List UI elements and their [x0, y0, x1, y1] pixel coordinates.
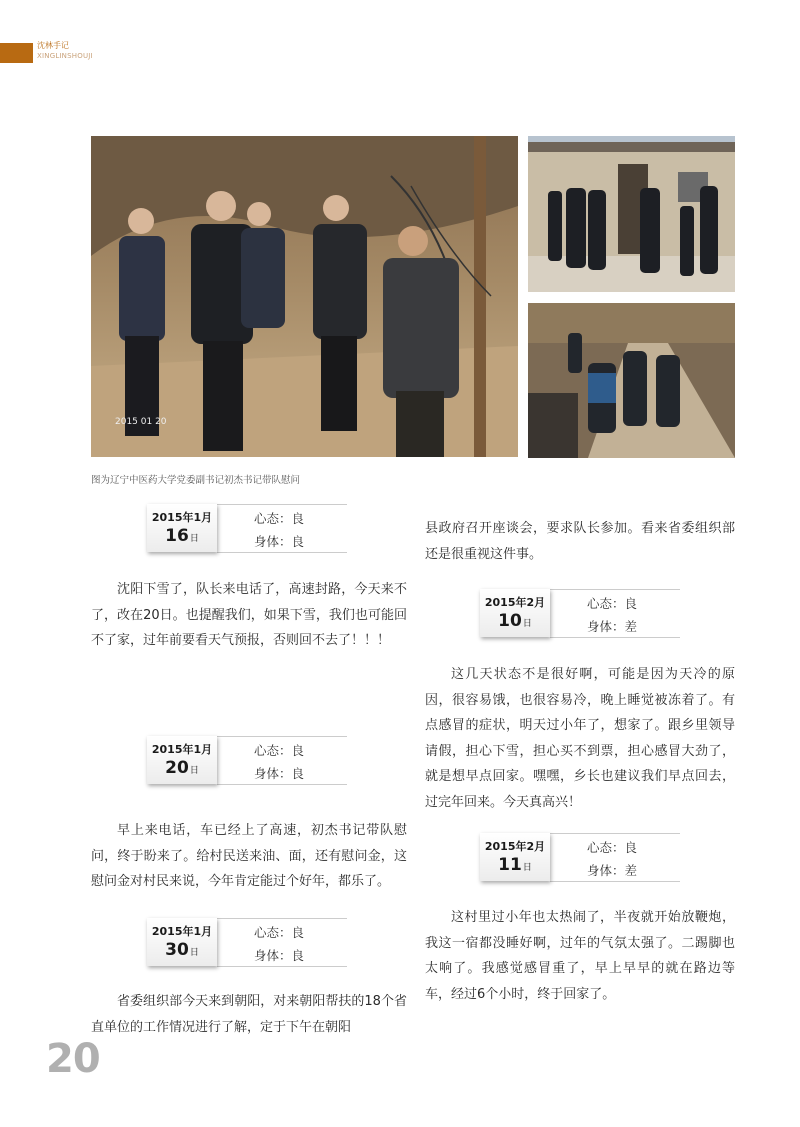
diary-date-header	[147, 504, 347, 556]
mood-status: 心态：良	[254, 511, 305, 526]
date-box	[480, 589, 550, 637]
diary-text: 沈阳下雪了，队长来电话了，高速封路，今天来不了，改在20日。也提醒我们，如果下雪，我们也可能回不了家，过年前要看天气预报，否则回不去了！！！	[91, 582, 407, 648]
date-day: 20日	[165, 758, 199, 778]
header-subtitle: XINGLINSHOUJI	[37, 52, 93, 60]
mood-status: 心态：良	[587, 596, 638, 611]
date-day: 10日	[498, 611, 532, 631]
date-day: 16日	[165, 526, 199, 546]
diary-date-header	[480, 833, 680, 885]
divider	[550, 833, 680, 834]
body-status: 身体：良	[254, 534, 305, 549]
divider	[217, 736, 347, 737]
diary-text: 省委组织部今天来到朝阳，对来朝阳帮扶的18个省直单位的工作情况进行了解，定于下午在朝阳	[91, 994, 407, 1035]
divider	[217, 918, 347, 919]
diary-date-header	[147, 736, 347, 788]
mood-status: 心态：良	[254, 925, 305, 940]
divider	[217, 784, 347, 785]
diary-text: 这村里过小年也太热闹了，半夜就开始放鞭炮，我这一宿都没睡好啊，过年的气氛太强了。二踢脚也太响了。我感觉感冒重了，早上早早的就在路边等车，经过6个小时，终于回家了。	[425, 910, 735, 1002]
page-number: 20	[46, 1036, 100, 1082]
date-year-month: 2015年1月	[151, 925, 213, 938]
header-title: 沈林手记	[37, 41, 69, 50]
mood-status: 心态：良	[254, 743, 305, 758]
divider	[550, 637, 680, 638]
date-year-month: 2015年1月	[151, 743, 213, 756]
diary-date-header	[480, 589, 680, 641]
divider	[550, 589, 680, 590]
divider	[217, 552, 347, 553]
divider	[217, 504, 347, 505]
date-day: 11日	[498, 855, 532, 875]
date-box	[480, 833, 550, 881]
body-status: 身体：差	[587, 619, 638, 634]
diary-date-header	[147, 918, 347, 970]
date-box	[147, 918, 217, 966]
road-photo	[528, 303, 735, 458]
header-accent-bar	[0, 43, 33, 63]
diary-text-continued: 县政府召开座谈会，要求队长参加。看来省委组织部还是很重视这件事。	[425, 521, 735, 562]
body-status: 身体：良	[254, 948, 305, 963]
body-status: 身体：良	[254, 766, 305, 781]
body-status: 身体：差	[587, 863, 638, 878]
mood-status: 心态：良	[587, 840, 638, 855]
date-year-month: 2015年2月	[484, 840, 546, 853]
date-day: 30日	[165, 940, 199, 960]
diary-text: 这几天状态不是很好啊，可能是因为天冷的原因，很容易饿，也很容易冷，晚上睡觉被冻着了。有点感冒的症状，明天过小年了，想家了。跟乡里领导请假，担心下雪，担心买不到票，担心感冒大劲了，就是想早点回家。嘿嘿，乡长也建议我们早点回去，过完年回来。今天真高兴！	[425, 667, 735, 810]
main-photo	[91, 136, 518, 457]
divider	[550, 881, 680, 882]
house-photo	[528, 136, 735, 292]
divider	[217, 966, 347, 967]
date-year-month: 2015年2月	[484, 596, 546, 609]
date-box	[147, 504, 217, 552]
diary-text: 早上来电话，车已经上了高速，初杰书记带队慰问，终于盼来了。给村民送来油、面，还有慰问金，这慰问金对村民来说，今年肯定能过个好年，都乐了。	[91, 823, 407, 889]
date-box	[147, 736, 217, 784]
photo-caption: 图为辽宁中医药大学党委副书记初杰书记带队慰问	[91, 475, 301, 486]
photo-date-stamp: 2015 01 20	[115, 417, 167, 427]
date-year-month: 2015年1月	[151, 511, 213, 524]
